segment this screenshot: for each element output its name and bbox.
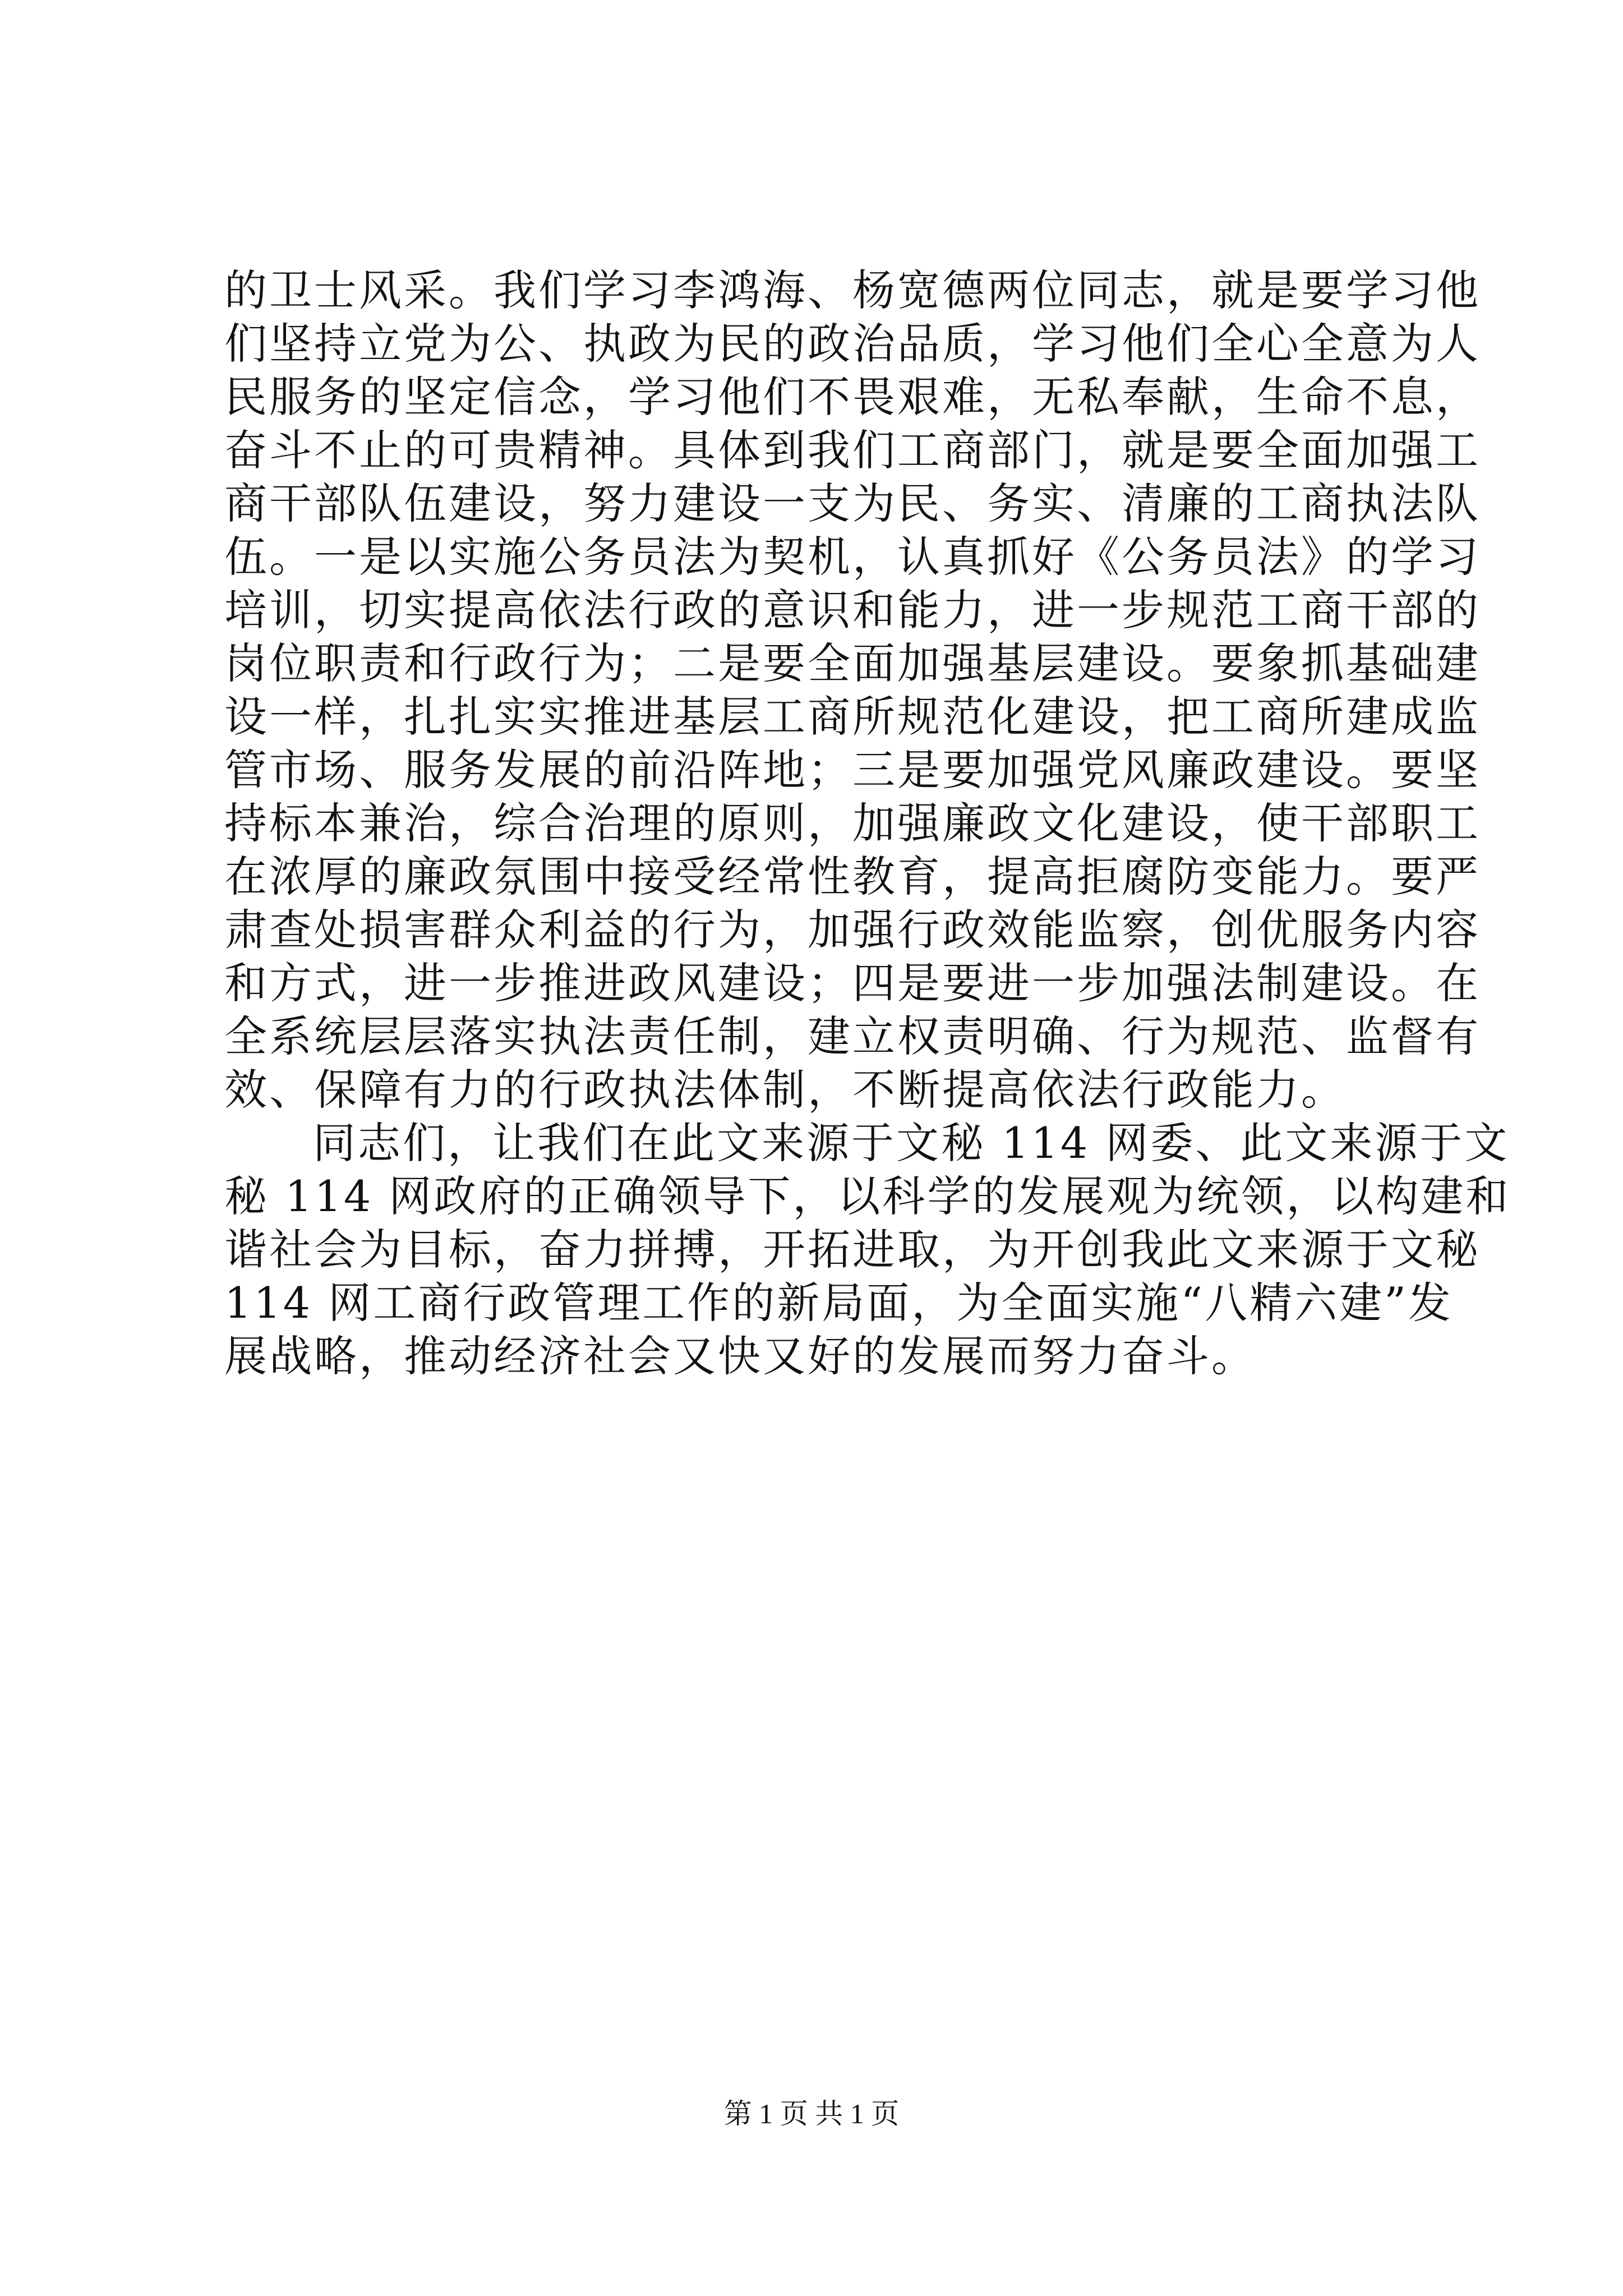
text-line: 在浓厚的廉政氛围中接受经常性教育，提高拒腐防变能力。要严 — [224, 852, 1481, 901]
text-line: 岗位职责和行政行为；二是要全面加强基层建设。要象抓基础建 — [224, 638, 1481, 688]
page-number-label: 第 1 页 共 1 页 — [723, 2098, 900, 2129]
text-line: 培训，切实提高依法行政的意识和能力，进一步规范工商干部的 — [224, 585, 1481, 635]
text-line: 们坚持立党为公、执政为民的政治品质，学习他们全心全意为人 — [224, 319, 1481, 369]
text-line: 114 网工商行政管理工作的新局面，为全面实施“八精六建”发 — [224, 1278, 1453, 1328]
text-line: 设一样，扎扎实实推进基层工商所规范化建设，把工商所建成监 — [224, 692, 1481, 742]
text-line: 谐社会为目标，奋力拼搏，开拓进取，为开创我此文来源于文秘 — [224, 1225, 1481, 1274]
paragraph-start-line: 同志们，让我们在此文来源于文秘 114 网委、此文来源于文 — [313, 1118, 1510, 1168]
text-line: 的卫士风采。我们学习李鸿海、杨宽德两位同志，就是要学习他 — [224, 265, 1481, 315]
text-line: 民服务的坚定信念，学习他们不畏艰难，无私奉献，生命不息， — [224, 372, 1481, 422]
text-line: 展战略，推动经济社会又快又好的发展而努力奋斗。 — [224, 1331, 1256, 1381]
text-line: 效、保障有力的行政执法体制，不断提高依法行政能力。 — [224, 1065, 1346, 1115]
text-line: 奋斗不止的可贵精神。具体到我们工商部门，就是要全面加强工 — [224, 425, 1481, 475]
text-line: 商干部队伍建设，努力建设一支为民、务实、清廉的工商执法队 — [224, 478, 1481, 528]
text-line: 和方式，进一步推进政风建设；四是要进一步加强法制建设。在 — [224, 958, 1481, 1008]
body-text — [224, 264, 1511, 1383]
page-footer — [0, 2097, 1623, 2131]
text-line: 肃查处损害群众利益的行为，加强行政效能监察，创优服务内容 — [224, 905, 1481, 955]
text-line: 持标本兼治，综合治理的原则，加强廉政文化建设，使干部职工 — [224, 798, 1481, 848]
text-line: 秘 114 网政府的正确领导下，以科学的发展观为统领，以构建和 — [224, 1171, 1511, 1221]
text-line: 管市场、服务发展的前沿阵地；三是要加强党风廉政建设。要坚 — [224, 745, 1481, 795]
text-line: 全系统层层落实执法责任制，建立权责明确、行为规范、监督有 — [224, 1011, 1481, 1061]
text-line: 伍。一是以实施公务员法为契机，认真抓好《公务员法》的学习 — [224, 532, 1481, 582]
